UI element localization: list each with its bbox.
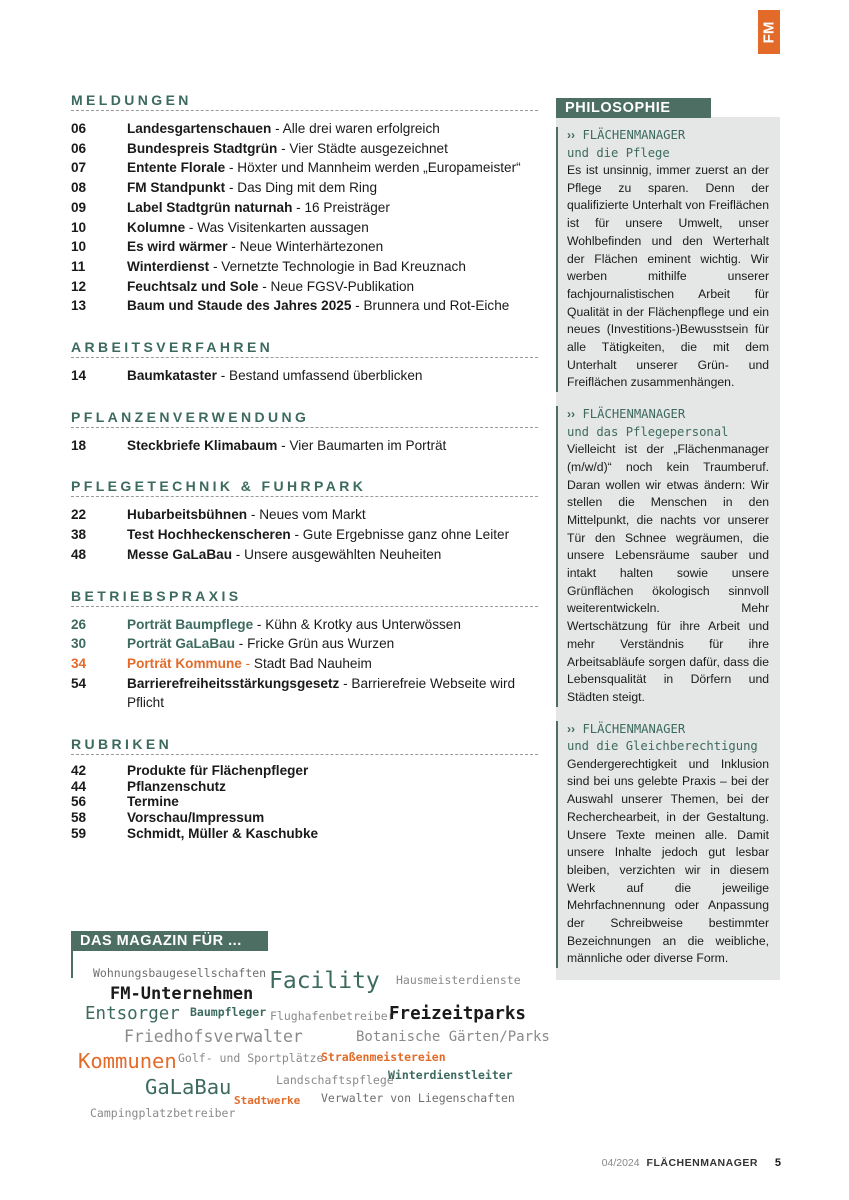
toc-entry[interactable] — [71, 794, 538, 810]
entry-text — [127, 198, 538, 218]
toc-entry[interactable] — [71, 634, 538, 654]
philosophie-heading — [567, 127, 769, 145]
word-cloud-term: FM-Unternehmen — [110, 984, 254, 1004]
toc-entry[interactable] — [71, 436, 538, 456]
entry-separator: - — [241, 655, 254, 671]
entry-title: Hubarbeitsbühnen — [127, 507, 248, 523]
entry-text — [127, 525, 538, 545]
entry-separator: - — [277, 437, 290, 453]
page-number: 18 — [71, 437, 87, 453]
entry-text — [127, 139, 538, 159]
page-number: 06 — [71, 140, 87, 156]
entry-separator: - — [292, 199, 305, 215]
page-number: 26 — [71, 616, 87, 632]
philosophie-heading-main: FLÄCHENMANAGER — [582, 407, 686, 422]
entry-description: Fricke Grün aus Wurzen — [247, 636, 395, 652]
word-cloud-term: Wohnungsbaugesellschaften — [93, 966, 267, 980]
entry-description: Höxter und Mannheim werden „Europameister“ — [237, 160, 521, 176]
entry-text — [127, 545, 538, 565]
toc-entry[interactable] — [71, 505, 538, 525]
word-cloud-term: Baumpfleger — [190, 1005, 267, 1019]
entry-description: Bestand umfassend überblicken — [229, 368, 423, 384]
toc-entry[interactable] — [71, 158, 538, 178]
entry-text — [127, 366, 538, 386]
entry-text — [127, 119, 538, 139]
page-number: 11 — [71, 258, 86, 274]
entry-title: FM Standpunkt — [127, 180, 226, 196]
entry-description: Barrierefreie Webseite wird Pflicht — [127, 675, 516, 711]
section-title: BETRIEBSPRAXIS — [71, 588, 538, 607]
entry-title: Landesgartenschauen — [127, 121, 272, 136]
double-chevron-icon: ›› — [567, 721, 576, 736]
entry-title: Baumkataster — [127, 368, 217, 384]
entry-title: Porträt Baumpflege — [127, 616, 254, 632]
page-number: 58 — [71, 810, 87, 826]
entry-separator: - — [271, 121, 283, 136]
toc-section — [71, 92, 538, 316]
fm-tab — [758, 10, 780, 54]
entry-title: Bundespreis Stadtgrün — [127, 140, 278, 156]
entry-description: Alle drei waren erfolgreich — [282, 121, 440, 136]
page-number: 59 — [71, 825, 87, 841]
word-cloud-term: Verwalter von Liegenschaften — [321, 1091, 515, 1105]
entry-text — [127, 296, 538, 316]
toc-entry[interactable] — [71, 218, 538, 238]
entry-title: Messe GaLaBau — [127, 546, 233, 562]
entry-separator: - — [225, 160, 238, 176]
entry-separator: - — [258, 278, 271, 294]
entry-title: Produkte für Flächenpfleger — [127, 763, 309, 779]
toc-entry[interactable] — [71, 296, 538, 316]
page-number: 22 — [71, 507, 87, 523]
section-title: ARBEITSVERFAHREN — [71, 339, 538, 358]
entry-text — [127, 674, 538, 713]
toc-entry[interactable] — [71, 178, 538, 198]
entry-text — [127, 218, 538, 238]
page-number: 38 — [71, 527, 87, 543]
toc-entry[interactable] — [71, 237, 538, 257]
entry-title: Feuchtsalz und Sole — [127, 278, 259, 294]
double-chevron-icon: ›› — [567, 128, 576, 142]
footer — [602, 1157, 781, 1169]
page-number: 12 — [71, 278, 87, 294]
entry-text — [127, 277, 538, 297]
entry-text — [127, 505, 538, 525]
page-number: 48 — [71, 546, 87, 562]
entry-title: Kolumne — [127, 219, 186, 235]
entry-description: Was Visitenkarten aussagen — [197, 219, 369, 235]
entry-separator: - — [351, 298, 364, 314]
entry-description: Neues vom Markt — [259, 507, 366, 523]
toc-entry[interactable] — [71, 654, 538, 674]
section-title: RUBRIKEN — [71, 736, 538, 755]
entry-separator: - — [290, 527, 303, 543]
philosophie-item — [556, 406, 769, 707]
philosophie-item — [556, 721, 769, 968]
word-cloud-term: Winterdienstleiter — [388, 1068, 513, 1082]
entry-title: Entente Florale — [127, 160, 226, 176]
page-number: 42 — [71, 763, 87, 779]
magazin-title: DAS MAGAZIN FÜR ... — [71, 931, 268, 951]
section-title: PFLEGETECHNIK & FUHRPARK — [71, 478, 538, 497]
philosophie-box — [556, 97, 780, 980]
philosophie-subheading: und das Pflegepersonal — [567, 424, 729, 439]
toc-section — [71, 588, 538, 714]
word-cloud-term: Flughafenbetreiber — [270, 1009, 395, 1023]
philosophie-heading — [567, 406, 769, 424]
magazin-divider — [71, 948, 73, 978]
entry-description: 16 Preisträger — [304, 199, 390, 215]
footer-issue: 04/2024 — [601, 1157, 640, 1169]
page-number: 44 — [71, 778, 87, 794]
entry-description: Das Ding mit dem Ring — [237, 180, 378, 196]
page-number: 5 — [774, 1157, 781, 1169]
entry-description: Vier Städte ausgezeichnet — [289, 140, 448, 156]
page-number: 13 — [71, 298, 87, 314]
entry-text — [127, 634, 538, 654]
page-number: 34 — [71, 655, 87, 671]
word-cloud-term: Entsorger — [85, 1004, 180, 1024]
philosophie-subheading: und die Gleichberechtigung — [567, 739, 758, 754]
toc-entry[interactable] — [71, 810, 538, 826]
entry-separator: - — [339, 675, 352, 691]
entry-separator: - — [209, 258, 222, 274]
entry-description: Gute Ergebnisse ganz ohne Leiter — [302, 527, 510, 543]
entry-title: Pflanzenschutz — [127, 778, 226, 794]
page-number: 10 — [71, 239, 87, 255]
toc-entry[interactable] — [71, 257, 538, 277]
entry-description: Vier Baumarten im Porträt — [289, 437, 447, 453]
toc-section — [71, 339, 538, 386]
entry-description: Brunnera und Rot-Eiche — [363, 298, 510, 314]
toc-entry[interactable] — [71, 525, 538, 545]
entry-description: Unsere ausgewählten Neuheiten — [244, 546, 442, 562]
philosophie-heading-main: FLÄCHENMANAGER — [582, 128, 686, 142]
entry-separator: - — [216, 368, 230, 384]
entry-text — [127, 654, 538, 674]
section-title: MELDUNGEN — [71, 92, 538, 111]
page-number: 08 — [71, 180, 87, 196]
toc-entry[interactable] — [71, 366, 538, 386]
entry-separator: - — [227, 239, 240, 255]
word-cloud-term: Kommunen — [78, 1049, 177, 1073]
word-cloud-term: Botanische Gärten/Parks — [356, 1029, 550, 1045]
philosophie-title: PHILOSOPHIE — [556, 98, 711, 118]
entry-description: Kühn & Krotky aus Unterwössen — [265, 616, 461, 632]
entry-text — [127, 257, 538, 277]
page-number: 10 — [71, 219, 87, 235]
page-number: 30 — [71, 636, 87, 652]
entry-title: Baum und Staude des Jahres 2025 — [127, 298, 352, 314]
double-chevron-icon: ›› — [567, 407, 576, 422]
philosophie-content — [556, 117, 780, 980]
toc-entry[interactable] — [71, 615, 538, 635]
word-cloud-term: Landschaftspflege — [276, 1073, 394, 1087]
page-number: 07 — [71, 160, 87, 176]
page-number: 56 — [71, 794, 87, 810]
word-cloud-term: Straßenmeistereien — [321, 1050, 446, 1064]
toc-entry[interactable] — [71, 674, 538, 713]
entry-title: Termine — [127, 794, 179, 810]
fm-tab-label: FM — [760, 21, 778, 43]
entry-title: Es wird wärmer — [127, 239, 228, 255]
entry-title: Barrierefreiheitsstärkungsgesetz — [127, 675, 340, 691]
entry-description: Neue FGSV-Publikation — [270, 278, 415, 294]
entry-title: Winterdienst — [127, 258, 210, 274]
toc-entry[interactable] — [71, 277, 538, 297]
entry-separator: - — [225, 180, 238, 196]
toc-entry[interactable] — [71, 198, 538, 218]
philosophie-item — [556, 127, 769, 392]
entry-description: Vernetzte Technologie in Bad Kreuznach — [221, 258, 466, 274]
entry-title: Test Hochheckenscheren — [127, 527, 291, 543]
section-title: PFLANZENVERWENDUNG — [71, 409, 538, 428]
footer-magazine: FLÄCHENMANAGER — [646, 1157, 758, 1169]
word-cloud-term: Hausmeisterdienste — [396, 973, 521, 987]
philosophie-text: Vielleicht ist der „Flächenmanager (m/w/d)“ noch kein Traumberuf. Daran wollen wir etwas ändern: Wir stellen die Menschen in den Mittelpunkt, die nachts vor unserer Tür den Schnee wegräumen, die unsere Lebensräume sauber und intakt halten sowie unsere Grünflächen ökologisch sinnvoll weiterentwickeln. Mehr Wertschätzung für ihre Arbeit und mehr Verständnis für ihre Arbeitsabläufe sorgen dafür, dass die Lebensqualität in Dörfern und Städten steigt. — [567, 442, 769, 704]
entry-title: Schmidt, Müller & Kaschubke — [127, 825, 319, 841]
entry-description: Stadt Bad Nauheim — [253, 655, 372, 671]
entry-text — [127, 615, 538, 635]
entry-separator: - — [232, 546, 245, 562]
word-cloud-term: Friedhofsverwalter — [124, 1027, 303, 1046]
entry-text — [127, 178, 538, 198]
entry-separator: - — [277, 140, 290, 156]
toc-entry[interactable] — [71, 545, 538, 565]
word-cloud-term: Campingplatzbetreiber — [90, 1106, 236, 1120]
toc-entry[interactable] — [71, 119, 538, 139]
philosophie-text: Gendergerechtigkeit und Inklusion sind bei uns gelebte Praxis – bei der Auswahl unserer Themen, bei der Recherchearbeit, in der Gestaltung. Unsere Texte meinen alle. Damit unsere Inhalte jedoch gut lesbar bleiben, verzichten wir in diesem Werk auf die jeweilige Mehrfachnennung oder Anpassung der Schreibweise bestimmter Bezeichnungen an die weibliche, männliche oder diverse Form. — [567, 756, 769, 966]
philosophie-subheading: und die Pflege — [567, 145, 670, 160]
page-number: 09 — [71, 199, 87, 215]
toc-section-rubriken — [71, 736, 538, 842]
entry-description: Neue Winterhärtezonen — [239, 239, 384, 255]
entry-separator: - — [247, 507, 260, 523]
word-cloud-term: Freizeitparks — [389, 1004, 526, 1024]
entry-title: Porträt Kommune — [127, 655, 242, 671]
philosophie-heading-main: FLÄCHENMANAGER — [582, 721, 686, 736]
word-cloud-term: Golf- und Sportplätze — [178, 1051, 324, 1065]
page-number: 54 — [71, 675, 87, 691]
entry-title: Vorschau/Impressum — [127, 810, 265, 826]
entry-title: Steckbriefe Klimabaum — [127, 437, 278, 453]
entry-separator: - — [235, 636, 248, 652]
table-of-contents — [71, 92, 538, 865]
page-number: 14 — [71, 368, 87, 384]
philosophie-heading — [567, 721, 769, 739]
entry-text — [127, 436, 538, 456]
philosophie-text: Es ist unsinnig, immer zuerst an der Pflege zu sparen. Denn der qualifizierte Unterhalt von Freiflächen ist für unsere Umwelt, unser Wohlbefinden und den Werterhalt der Flächen eminent wichtig. Wir werben mithilfe unserer fachjournalistischen Arbeit für Qualität in der Flächenpflege und ein neues (Investitions-)Bewusstsein für alle Tätigkeiten, die mit dem Unterhalt unserer Grün- und Freiflächen zusammenhängen. — [567, 163, 769, 390]
toc-entry[interactable] — [71, 779, 538, 795]
word-cloud-term: Facility — [269, 968, 380, 994]
word-cloud-term: GaLaBau — [145, 1075, 232, 1099]
entry-text — [127, 237, 538, 257]
entry-title: Porträt GaLaBau — [127, 636, 236, 652]
word-cloud-term: Stadtwerke — [234, 1094, 301, 1107]
toc-entry[interactable] — [71, 139, 538, 159]
entry-text — [127, 158, 538, 178]
toc-entry[interactable] — [71, 763, 538, 779]
entry-separator: - — [185, 219, 198, 235]
toc-section — [71, 409, 538, 456]
toc-entry[interactable] — [71, 826, 538, 842]
page-number: 06 — [71, 121, 87, 136]
entry-title: Label Stadtgrün naturnah — [127, 199, 293, 215]
toc-section — [71, 478, 538, 564]
entry-separator: - — [253, 616, 266, 632]
